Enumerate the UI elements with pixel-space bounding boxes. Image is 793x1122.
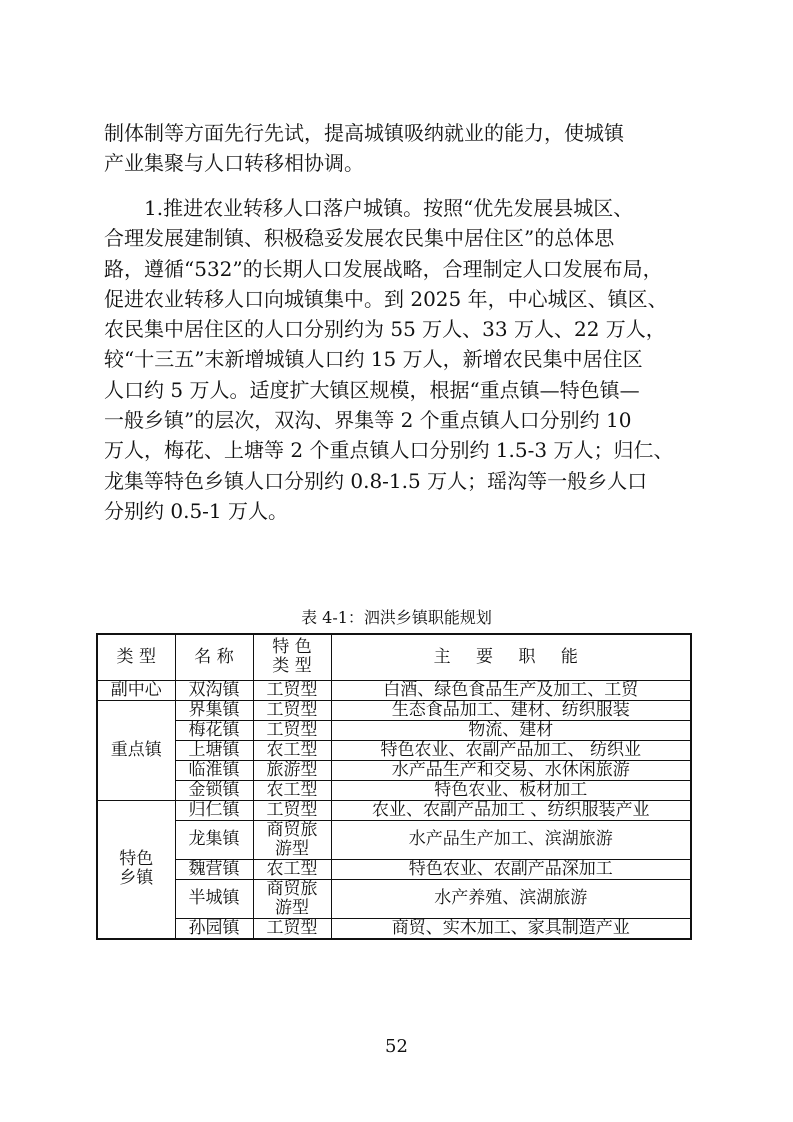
cell-function: 农业、农副产品加工 、纺织服装产业 [331, 800, 691, 820]
group-sub-center: 副中心 [97, 680, 175, 700]
text-line: 1.推进农业转移人口落户城镇。按照“优先发展县城区、 [104, 196, 634, 220]
paragraph-population-transfer [104, 193, 692, 526]
cell-name: 界集镇 [175, 700, 253, 720]
cell-name: 龙集镇 [175, 820, 253, 859]
table-row [97, 760, 691, 780]
text-line: 合理发展建制镇、积极稳妥发展农民集中居住区”的总体思 [104, 226, 615, 251]
text-line: 农民集中居住区的人口分别约为 55 万人、33 万人、22 万人， [104, 317, 666, 342]
cell-name: 孙园镇 [175, 918, 253, 939]
cell-function: 水产品生产和交易、水休闲旅游 [331, 760, 691, 780]
cell-function: 商贸、实木加工、家具制造产业 [331, 918, 691, 939]
cell-function: 物流、建材 [331, 720, 691, 740]
cell-type-line1: 商贸旅 [266, 878, 318, 899]
cell-name: 金锁镇 [175, 780, 253, 800]
group-key-town: 重点镇 [97, 700, 175, 800]
cell-type [253, 879, 331, 918]
header-name: 名 称 [175, 634, 253, 680]
text-line: 人口约 5 万人。适度扩大镇区规模，根据“重点镇—特色镇— [104, 377, 640, 402]
table-row [97, 879, 691, 918]
table-row [97, 859, 691, 879]
table-row [97, 740, 691, 760]
cell-name: 梅花镇 [175, 720, 253, 740]
cell-type: 工贸型 [253, 680, 331, 700]
text-line: 产业集聚与人口转移相协调。 [104, 151, 364, 176]
text-line: 较“十三五”末新增城镇人口约 15 万人，新增农民集中居住区 [104, 347, 643, 372]
cell-function: 水产品生产加工、滨湖旅游 [331, 820, 691, 859]
table-row [97, 820, 691, 859]
cell-type: 农工型 [253, 780, 331, 800]
cell-type-line2: 游型 [275, 838, 309, 859]
text-line: 促进农业转移人口向城镇集中。到 2025 年，中心城区、镇区、 [104, 286, 668, 311]
cell-function: 生态食品加工、建材、纺织服装 [331, 700, 691, 720]
cell-name: 魏营镇 [175, 859, 253, 879]
cell-type: 工贸型 [253, 720, 331, 740]
cell-type: 工贸型 [253, 800, 331, 820]
town-function-table [96, 633, 692, 940]
cell-type: 旅游型 [253, 760, 331, 780]
table-row [97, 800, 691, 820]
cell-name: 上塘镇 [175, 740, 253, 760]
group-featured-town-line1: 特色 [119, 849, 154, 869]
cell-type: 工贸型 [253, 918, 331, 939]
text-line: 一般乡镇”的层次，双沟、界集等 2 个重点镇人口分别约 10 [104, 408, 632, 433]
table-row [97, 680, 691, 700]
cell-type-line2: 游型 [275, 897, 309, 918]
cell-function: 特色农业、农副产品加工、 纺织业 [331, 740, 691, 760]
cell-name: 临淮镇 [175, 760, 253, 780]
paragraph-intro [104, 118, 692, 179]
text-line: 路，遵循“532”的长期人口发展战略，合理制定人口发展布局， [104, 256, 663, 281]
cell-name: 半城镇 [175, 879, 253, 918]
header-function: 主 要 职 能 [331, 634, 691, 680]
header-feature-type [253, 634, 331, 680]
table-row [97, 780, 691, 800]
cell-name: 双沟镇 [175, 680, 253, 700]
page-number: 52 [385, 1036, 408, 1057]
group-featured-town [97, 800, 175, 939]
cell-function: 白酒、绿色食品生产及加工、工贸 [331, 680, 691, 700]
cell-type: 农工型 [253, 859, 331, 879]
cell-name: 归仁镇 [175, 800, 253, 820]
cell-function: 特色农业、农副产品深加工 [331, 859, 691, 879]
table-row [97, 700, 691, 720]
table-row [97, 720, 691, 740]
cell-type: 工贸型 [253, 700, 331, 720]
cell-type [253, 820, 331, 859]
cell-type-line1: 商贸旅 [266, 819, 318, 840]
text-line: 分别约 0.5-1 万人。 [104, 498, 289, 523]
cell-function: 特色农业、板材加工 [331, 780, 691, 800]
table-caption: 表 4-1：泗洪乡镇职能规划 [301, 608, 492, 627]
header-feature-type-line2: 类 型 [272, 656, 312, 677]
header-feature-type-line1: 特 色 [272, 637, 312, 658]
group-featured-town-line2: 乡镇 [119, 868, 154, 888]
cell-function: 水产养殖、滨湖旅游 [331, 879, 691, 918]
text-line: 龙集等特色乡镇人口分别约 0.8-1.5 万人；瑶沟等一般乡人口 [104, 468, 648, 493]
text-line: 制体制等方面先行先试，提高城镇吸纳就业的能力，使城镇 [104, 121, 624, 145]
table-row [97, 918, 691, 939]
header-type: 类 型 [97, 634, 175, 680]
text-line: 万人，梅花、上塘等 2 个重点镇人口分别约 1.5-3 万人；归仁、 [104, 438, 674, 463]
cell-type: 农工型 [253, 740, 331, 760]
table-header-row [97, 634, 691, 680]
